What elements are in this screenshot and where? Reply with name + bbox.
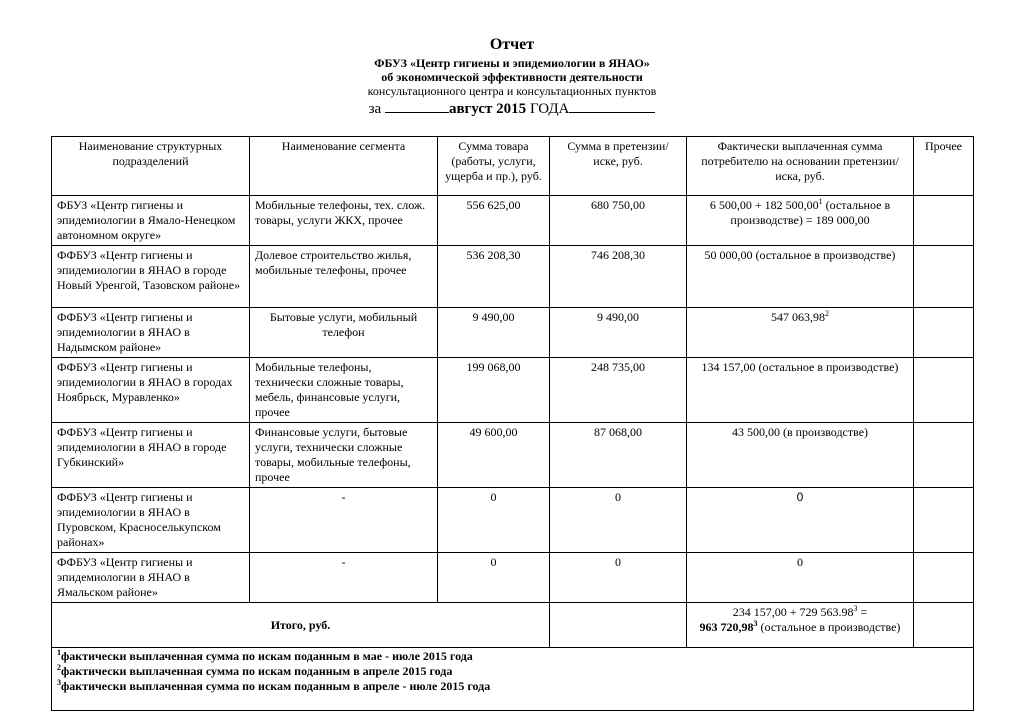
unit-name: ФФБУЗ «Центр гигиены и эпидемиологии в ЯНАО в городах Ноябрьск, Муравленко» xyxy=(52,358,250,423)
report-table xyxy=(51,136,974,711)
other-cell xyxy=(914,196,974,246)
footnote-number: 3 xyxy=(57,678,61,687)
segment-name: Финансовые услуги, бытовые услуги, технически сложные товары, мобильные телефоны, прочее xyxy=(250,423,438,488)
paid-sum: 0 xyxy=(687,488,914,553)
paid-value: 547 063,98 xyxy=(771,310,825,324)
total-row xyxy=(52,603,974,648)
footnote-marker: 1 xyxy=(818,197,823,206)
other-cell xyxy=(914,358,974,423)
unit-name: ФФБУЗ «Центр гигиены и эпидемиологии в ЯНАО в Пуровском, Красноселькупском районах» xyxy=(52,488,250,553)
total-remark: (остальное в производстве) xyxy=(757,620,901,634)
footnote-marker: 2 xyxy=(825,309,829,318)
goods-sum: 199 068,00 xyxy=(438,358,550,423)
claim-sum: 248 735,00 xyxy=(550,358,687,423)
table-header-row xyxy=(52,137,974,196)
segment-name: Мобильные телефоны, тех. слож. товары, услуги ЖКХ, прочее xyxy=(250,196,438,246)
header-unit: Наименование структурных подразделений xyxy=(52,137,250,196)
other-cell xyxy=(914,423,974,488)
table-row xyxy=(52,246,974,308)
other-cell xyxy=(914,246,974,308)
footnote-marker: 3 xyxy=(853,604,858,613)
unit-name: ФФБУЗ «Центр гигиены и эпидемиологии в ЯНАО в Надымском районе» xyxy=(52,308,250,358)
paid-sum: 0 xyxy=(687,553,914,603)
segment-name: - xyxy=(250,553,438,603)
footnote-marker: 3 xyxy=(753,619,758,628)
unit-name: ФФБУЗ «Центр гигиены и эпидемиологии в ЯНАО в Ямальском районе» xyxy=(52,553,250,603)
period-underline-left xyxy=(385,99,449,113)
table-row xyxy=(52,423,974,488)
goods-sum: 49 600,00 xyxy=(438,423,550,488)
header-goods-sum: Сумма товара (работы, услуги, ущерба и пр.), руб. xyxy=(438,137,550,196)
table-row xyxy=(52,196,974,246)
goods-sum: 556 625,00 xyxy=(438,196,550,246)
total-paid-sum xyxy=(687,603,914,648)
unit-name: ФФБУЗ «Центр гигиены и эпидемиологии в ЯНАО в городе Губкинский» xyxy=(52,423,250,488)
total-amount: 963 720,98 xyxy=(699,620,754,634)
notes-row xyxy=(52,648,974,711)
segment-name: - xyxy=(250,488,438,553)
footnote-text: фактически выплаченная сумма по искам поданным в апреле - июле 2015 года xyxy=(61,679,491,693)
subject-line: об экономической эффективности деятельности xyxy=(381,70,643,84)
claim-sum: 0 xyxy=(550,488,687,553)
goods-sum: 0 xyxy=(438,488,550,553)
claim-sum: 746 208,30 xyxy=(550,246,687,308)
report-title: Отчет xyxy=(489,36,535,53)
total-claim-cell xyxy=(550,603,687,648)
total-other-cell xyxy=(914,603,974,648)
table-row xyxy=(52,488,974,553)
unit-name: ФФБУЗ «Центр гигиены и эпидемиологии в ЯНАО в городе Новый Уренгой, Тазовском районе» xyxy=(52,246,250,308)
paid-value: 6 500,00 + 182 500,00 xyxy=(709,198,819,212)
footnote-number: 1 xyxy=(57,648,61,657)
report-period xyxy=(0,99,1024,117)
claim-sum: 87 068,00 xyxy=(550,423,687,488)
footnote-number: 2 xyxy=(57,663,61,672)
segment-name: Мобильные телефоны, технически сложные товары, мебель, финансовые услуги, прочее xyxy=(250,358,438,423)
paid-sum xyxy=(687,308,914,358)
goods-sum: 536 208,30 xyxy=(438,246,550,308)
footnote xyxy=(57,679,968,694)
paid-sum: 50 000,00 (остальное в производстве) xyxy=(687,246,914,308)
scope-line: консультационного центра и консультационных пунктов xyxy=(367,84,657,98)
organization-line: ФБУЗ «Центр гигиены и эпидемиологии в ЯНАО» xyxy=(374,56,650,70)
footnote-text: фактически выплаченная сумма по искам поданным в апреле 2015 года xyxy=(61,664,453,678)
footnote xyxy=(57,649,968,664)
unit-name: ФБУЗ «Центр гигиены и эпидемиологии в Ямало-Ненецком автономном округе» xyxy=(52,196,250,246)
paid-sum: 134 157,00 (остальное в производстве) xyxy=(687,358,914,423)
paid-sum xyxy=(687,196,914,246)
goods-sum: 0 xyxy=(438,553,550,603)
paid-sum: 43 500,00 (в производстве) xyxy=(687,423,914,488)
table-row xyxy=(52,308,974,358)
header-segment: Наименование сегмента xyxy=(250,137,438,196)
footnote-text: фактически выплаченная сумма по искам поданным в мае - июле 2015 года xyxy=(61,649,473,663)
total-label: Итого, руб. xyxy=(52,603,550,648)
claim-sum: 0 xyxy=(550,553,687,603)
header-claim-sum: Сумма в претензии/иске, руб. xyxy=(550,137,687,196)
other-cell xyxy=(914,488,974,553)
header-other: Прочее xyxy=(914,137,974,196)
footnote xyxy=(57,664,968,679)
paid-remark: (остальное в производстве) = 189 000,00 xyxy=(730,198,891,227)
table-row xyxy=(52,553,974,603)
footnotes xyxy=(52,648,974,711)
claim-sum: 680 750,00 xyxy=(550,196,687,246)
table-row xyxy=(52,358,974,423)
period-suffix: ГОДА xyxy=(529,101,570,117)
period-month: август 2015 xyxy=(448,101,527,117)
goods-sum: 9 490,00 xyxy=(438,308,550,358)
segment-name: Долевое строительство жилья, мобильные телефоны, прочее xyxy=(250,246,438,308)
header-paid-sum: Фактически выплаченная сумма потребителю на основании претензии/иска, руб. xyxy=(687,137,914,196)
total-breakdown: 234 157,00 + 729 563.98 xyxy=(732,605,854,619)
other-cell xyxy=(914,308,974,358)
period-underline-right xyxy=(569,99,655,113)
other-cell xyxy=(914,553,974,603)
period-prefix: за xyxy=(368,101,382,117)
claim-sum: 9 490,00 xyxy=(550,308,687,358)
total-equals: = xyxy=(857,605,868,619)
segment-name: Бытовые услуги, мобильный телефон xyxy=(250,308,438,358)
